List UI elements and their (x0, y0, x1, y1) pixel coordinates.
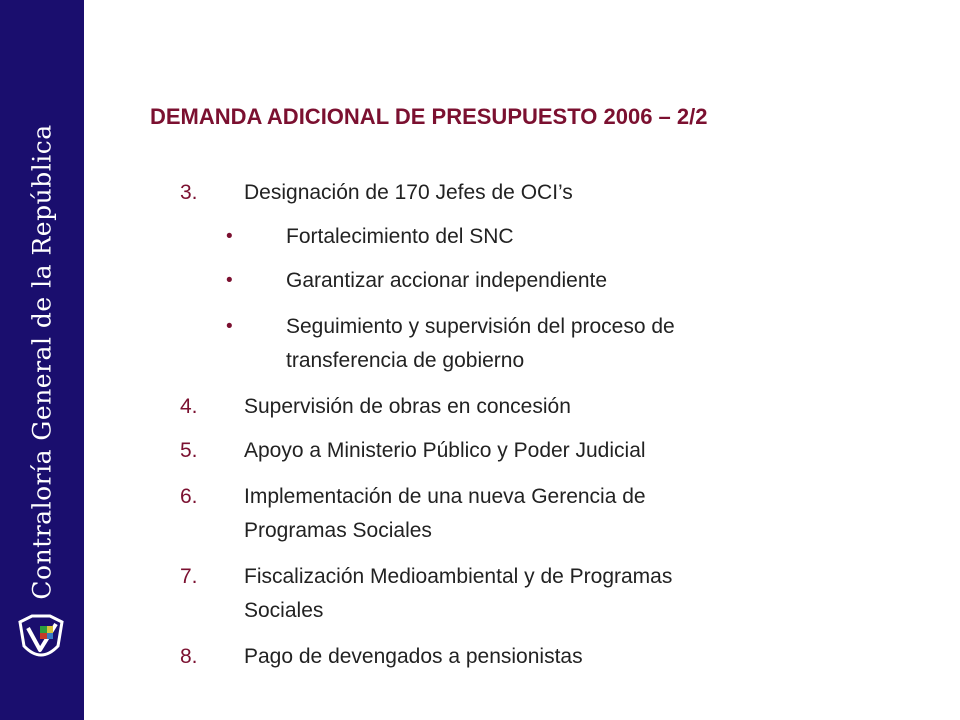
sidebar (0, 0, 84, 720)
list-item-text-continuation: transferencia de gobierno (286, 349, 525, 372)
list-item-text-continuation: Programas Sociales (244, 519, 432, 542)
slide-title: DEMANDA ADICIONAL DE PRESUPUESTO 2006 – 2/2 (150, 104, 708, 129)
list-item-text: Pago de devengados a pensionistas (244, 645, 583, 668)
list-item-text: Implementación de una nueva Gerencia de (244, 485, 646, 508)
list-item-text: Supervisión de obras en concesión (244, 395, 571, 418)
list-item-text: Garantizar accionar independiente (286, 269, 608, 292)
bullet-icon: • (226, 226, 233, 247)
list-number: 8. (180, 645, 198, 668)
sidebar-organization-name: Contraloría General de la República (27, 124, 57, 600)
list-item-text: Apoyo a Ministerio Público y Poder Judicial (244, 439, 646, 462)
list-number: 5. (180, 439, 198, 462)
list-item-text-continuation: Sociales (244, 599, 324, 622)
list-item-text: Seguimiento y supervisión del proceso de (286, 315, 675, 338)
list-item-text: Fortalecimiento del SNC (286, 225, 514, 248)
list-item-text: Fiscalización Medioambiental y de Programas (244, 565, 673, 588)
list-number: 7. (180, 565, 198, 588)
list-number: 6. (180, 485, 198, 508)
contraloria-shield-logo-icon (14, 612, 68, 666)
list-number: 4. (180, 395, 198, 418)
bullet-icon: • (226, 270, 233, 291)
list-number: 3. (180, 181, 198, 204)
list-item-text: Designación de 170 Jefes de OCI’s (244, 181, 573, 204)
bullet-icon: • (226, 316, 233, 337)
